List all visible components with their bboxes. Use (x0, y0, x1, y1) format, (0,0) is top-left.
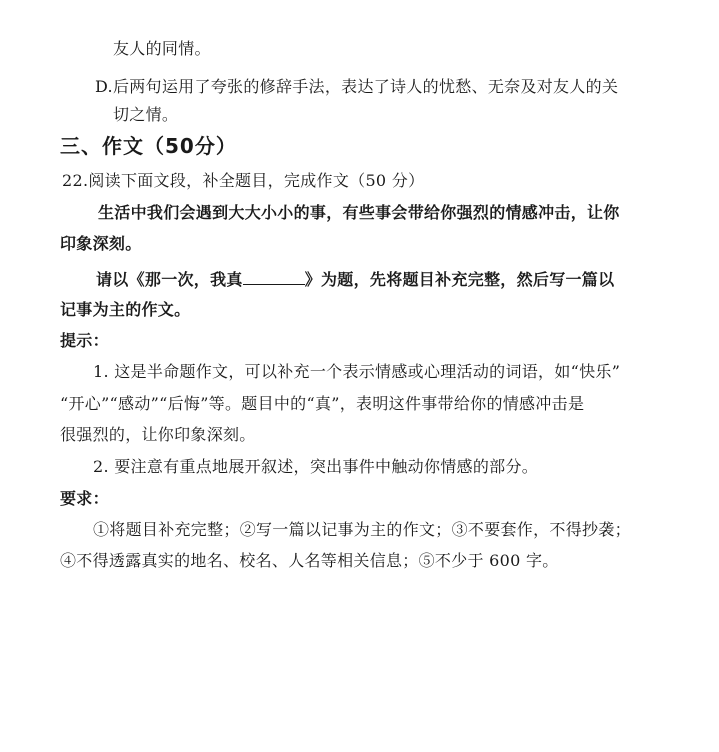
question-stem: 22.阅读下面文段，补全题目，完成作文（50 分） (62, 171, 425, 190)
requirements-line1: ①将题目补充完整；②写一篇以记事为主的作文；③不要套作，不得抄袭； (93, 520, 631, 539)
requirements-label: 要求： (60, 489, 109, 508)
prompt-before-blank: 请以《那一次，我真 (96, 270, 243, 289)
writing-prompt-line1 (96, 269, 614, 291)
tip1-line1: 1. 这是半命题作文，可以补充一个表示情感或心理活动的词语，如“快乐” (93, 362, 621, 381)
passage-line1: 生活中我们会遇到大大小小的事，有些事会带给你强烈的情感冲击，让你 (98, 203, 620, 222)
prompt-after-blank: 》为题，先将题目补充完整，然后写一篇以 (304, 270, 615, 289)
tip2: 2. 要注意有重点地展开叙述，突出事件中触动你情感的部分。 (93, 457, 539, 476)
title-blank (243, 270, 305, 285)
option-c-continuation: 友人的同情。 (113, 39, 211, 58)
tip1-line2: “开心”“感动”“后悔”等。题目中的“真”，表明这件事带给你的情感冲击是 (60, 394, 585, 413)
section-heading: 三、作文（50分） (60, 134, 237, 158)
option-d-line2: 切之情。 (113, 105, 179, 124)
passage-line2: 印象深刻。 (60, 234, 142, 253)
option-d-line1: D.后两句运用了夸张的修辞手法，表达了诗人的忧愁、无奈及对友人的关 (95, 77, 619, 96)
requirements-line2: ④不得透露真实的地名、校名、人名等相关信息；⑤不少于 600 字。 (60, 551, 559, 570)
tip1-line3: 很强烈的，让你印象深刻。 (60, 425, 256, 444)
writing-prompt-line2: 记事为主的作文。 (60, 300, 191, 319)
tips-label: 提示： (60, 331, 109, 350)
